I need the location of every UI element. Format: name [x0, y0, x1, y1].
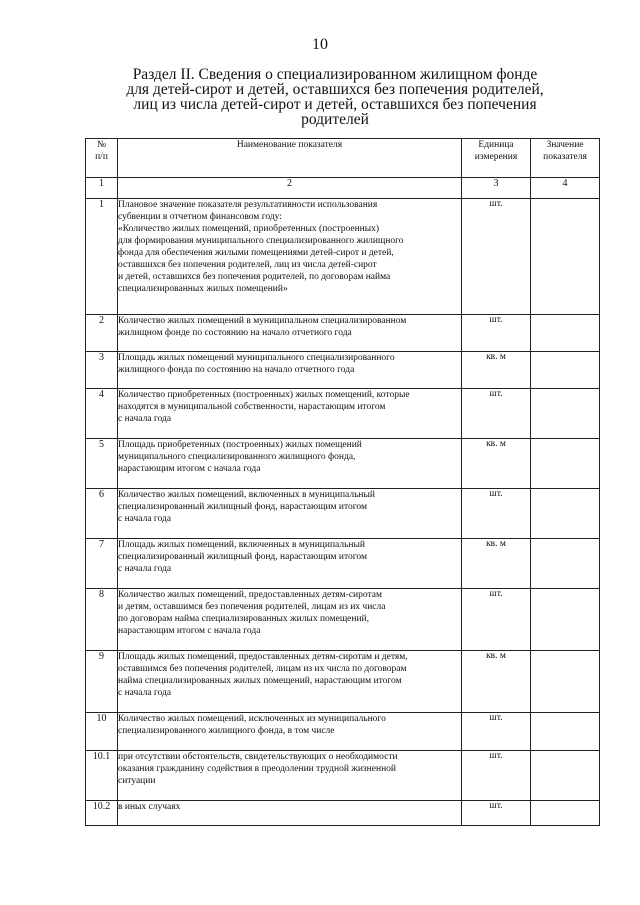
row-name: Количество жилых помещений, исключенных из муниципального специализированного жилищного фонда, в том числе — [118, 713, 462, 751]
header-name: Наименование показателя — [118, 139, 462, 178]
row-value — [531, 539, 600, 589]
header-num: № п/п — [86, 139, 118, 178]
row-unit: кв. м — [462, 539, 531, 589]
row-name: в иных случаях — [118, 801, 462, 826]
table-row — [86, 439, 600, 489]
table-row — [86, 589, 600, 651]
indicators-table — [85, 138, 600, 826]
row-unit: шт. — [462, 199, 531, 315]
table-row — [86, 199, 600, 315]
row-number: 10.1 — [86, 751, 118, 801]
row-name: Площадь жилых помещений, включенных в муниципальный специализированный жилищный фонд, нарастающим итогом с начала года — [118, 539, 462, 589]
row-name: Площадь приобретенных (построенных) жилых помещений муниципального специализированного жилищного фонда, нарастающим итогом с начала года — [118, 439, 462, 489]
column-number: 1 — [86, 178, 118, 199]
table-row — [86, 539, 600, 589]
section-title — [110, 67, 560, 127]
page-number: 10 — [312, 36, 328, 53]
row-number: 7 — [86, 539, 118, 589]
column-number: 2 — [118, 178, 462, 199]
row-unit: шт. — [462, 713, 531, 751]
row-value — [531, 199, 600, 315]
row-name: Плановое значение показателя результативности использования субвенции в отчетном финансовом году: «Количество жилых помещений, приобретенных (построенных) для формирования муниципального специализированного жилищного фонда для обеспечения жилыми помещениями детей-сирот и детей, оставшихся без попечения родителей, лиц из числа детей-сирот и детей, оставшихся без попечения родителей, по договорам найма специализированных жилых помещений» — [118, 199, 462, 315]
row-number: 6 — [86, 489, 118, 539]
row-number: 4 — [86, 389, 118, 439]
table-row — [86, 801, 600, 826]
table-row — [86, 352, 600, 389]
row-number: 5 — [86, 439, 118, 489]
row-name: Количество приобретенных (построенных) жилых помещений, которые находятся в муниципальной собственности, нарастающим итогом с начала года — [118, 389, 462, 439]
table-row — [86, 489, 600, 539]
row-value — [531, 489, 600, 539]
row-name: при отсутствии обстоятельств, свидетельствующих о необходимости оказания гражданину содействия в преодолении трудной жизненной ситуации — [118, 751, 462, 801]
row-unit: шт. — [462, 389, 531, 439]
row-name: Количество жилых помещений в муниципальном специализированном жилищном фонде по состоянию на начало отчетного года — [118, 315, 462, 352]
row-value — [531, 589, 600, 651]
row-name: Количество жилых помещений, включенных в муниципальный специализированный жилищный фонд, нарастающим итогом с начала года — [118, 489, 462, 539]
row-unit: кв. м — [462, 439, 531, 489]
row-unit: шт. — [462, 801, 531, 826]
row-number: 10.2 — [86, 801, 118, 826]
table-row — [86, 713, 600, 751]
row-number: 3 — [86, 352, 118, 389]
row-number: 8 — [86, 589, 118, 651]
table-row — [86, 389, 600, 439]
row-value — [531, 389, 600, 439]
row-unit: шт. — [462, 589, 531, 651]
row-unit: шт. — [462, 489, 531, 539]
table-row — [86, 651, 600, 713]
row-value — [531, 801, 600, 826]
row-value — [531, 713, 600, 751]
table-row — [86, 315, 600, 352]
row-value — [531, 439, 600, 489]
row-unit: кв. м — [462, 651, 531, 713]
row-name: Площадь жилых помещений муниципального специализированного жилищного фонда по состоянию на начало отчетного года — [118, 352, 462, 389]
column-number: 4 — [531, 178, 600, 199]
row-value — [531, 651, 600, 713]
header-unit: Единица измерения — [462, 139, 531, 178]
section-title-line: для детей-сирот и детей, оставшихся без попечения родителей, — [126, 81, 544, 98]
row-number: 10 — [86, 713, 118, 751]
row-name: Количество жилых помещений, предоставленных детям-сиротам и детям, оставшимся без попечения родителей, лицам из их числа по договорам найма специализированных жилых помещений, нарастающим итогом с начала года — [118, 589, 462, 651]
row-value — [531, 352, 600, 389]
row-unit: шт. — [462, 751, 531, 801]
section-title-line: лиц из числа детей-сирот и детей, оставшихся без попечения — [133, 96, 537, 113]
row-number: 9 — [86, 651, 118, 713]
row-value — [531, 315, 600, 352]
row-name: Площадь жилых помещений, предоставленных детям-сиротам и детям, оставшимся без попечения родителей, лицам из их числа по договорам найма специализированных жилых помещений, нарастающим итогом с начала года — [118, 651, 462, 713]
header-value: Значение показателя — [531, 139, 600, 178]
table-row — [86, 751, 600, 801]
section-title-line: Раздел II. Сведения о специализированном жилищном фонде — [132, 66, 538, 83]
row-unit: шт. — [462, 315, 531, 352]
row-number: 1 — [86, 199, 118, 315]
row-number: 2 — [86, 315, 118, 352]
section-title-line: родителей — [301, 111, 369, 128]
table-header-row — [86, 139, 600, 178]
row-value — [531, 751, 600, 801]
column-number: 3 — [462, 178, 531, 199]
column-numbers-row — [86, 178, 600, 199]
row-unit: кв. м — [462, 352, 531, 389]
